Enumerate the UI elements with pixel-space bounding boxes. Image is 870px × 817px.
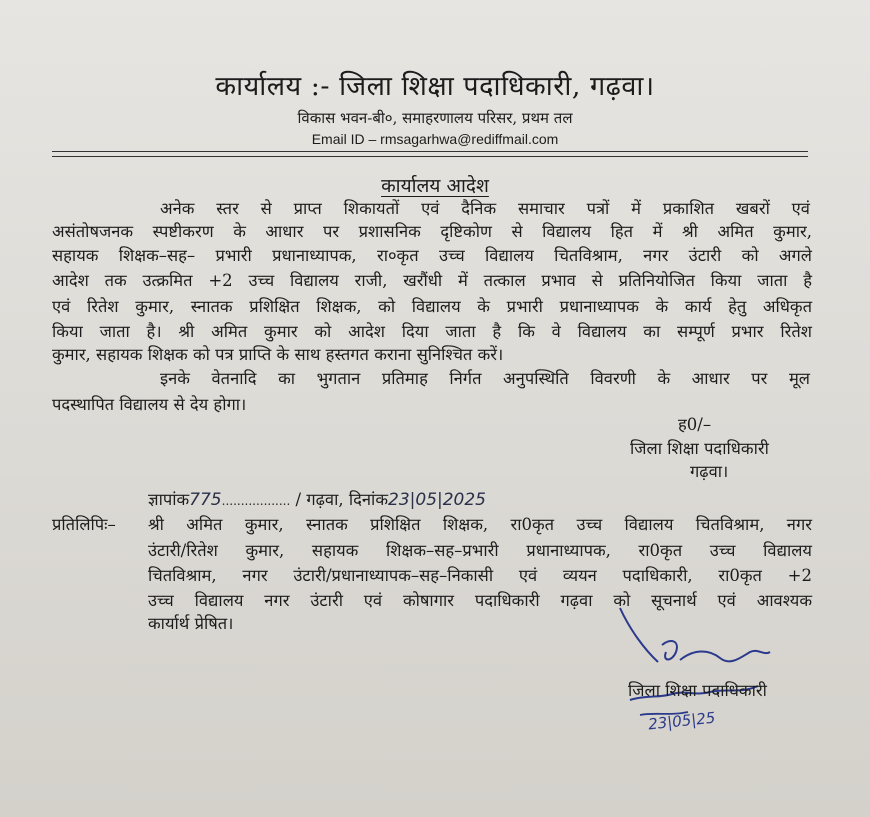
order-para1-line: एवं रितेश कुमार, स्नातक प्रशिक्षित शिक्षक, को विद्यालय के प्रभारी प्रधानाध्यापक के कार्य हेतु अधिकृत bbox=[52, 297, 812, 316]
order-para2-line: इनके वेतनादि का भुगतान प्रतिमाह निर्गत अनुपस्थिति विवरणी के आधार पर मूल bbox=[160, 369, 810, 388]
signature2-designation: जिला शिक्षा पदाधिकारी bbox=[628, 681, 767, 700]
memo-dots: .................. bbox=[221, 494, 291, 508]
memo-place: / गढ़वा, दिनांक bbox=[295, 490, 389, 509]
signature2-date: 23|05|25 bbox=[647, 708, 717, 734]
memo-date: 23|05|2025 bbox=[388, 490, 486, 510]
order-para1-line: सहायक शिक्षक–सह– प्रभारी प्रधानाध्यापक, रा०कृत उच्च विद्यालय चितविश्राम, नगर उंटारी को अगले bbox=[52, 246, 812, 265]
copy-label: प्रतिलिपिः– bbox=[52, 515, 116, 534]
signature-designation: जिला शिक्षा पदाधिकारी bbox=[630, 439, 769, 458]
copy-line: उच्च विद्यालय नगर उंटारी एवं कोषागार पदाधिकारी गढ़वा को सूचनार्थ एवं आवश्यक bbox=[148, 591, 812, 610]
office-title: कार्यालय :- जिला शिक्षा पदाधिकारी, गढ़वा। bbox=[215, 71, 655, 102]
order-para1-line: असंतोषजनक स्पष्टीकरण के आधार पर प्रशासनिक दृष्टिकोण से विद्यालय हित में श्री अमित कुमार, bbox=[52, 222, 812, 241]
signature-place: गढ़वा। bbox=[690, 462, 729, 481]
order-para1-line: आदेश तक उत्क्रमित +2 उच्च विद्यालय राजी, खरौंधी में तत्काल प्रभाव से प्रतिनियोजित किया जाता है bbox=[52, 271, 812, 290]
copy-line: श्री अमित कुमार, स्नातक प्रशिक्षित शिक्षक, रा0कृत उच्च विद्यालय चितविश्राम, नगर bbox=[148, 515, 812, 534]
order-para2-line: पदस्थापित विद्यालय से देय होगा। bbox=[52, 395, 247, 414]
copy-line: कार्यार्थ प्रेषित। bbox=[148, 614, 234, 633]
order-para1-line: किया जाता है। श्री अमित कुमार को आदेश दिया जाता है कि वे विद्यालय का सम्पूर्ण प्रभार रितेश bbox=[52, 322, 812, 341]
order-heading: कार्यालय आदेश bbox=[381, 175, 489, 197]
order-para1-line: कुमार, सहायक शिक्षक को पत्र प्राप्ति के साथ हस्तगत कराना सुनिश्चित करें। bbox=[52, 345, 504, 364]
copy-line: चितविश्राम, नगर उंटारी/प्रधानाध्यापक–सह–निकासी एवं व्ययन पदाधिकारी, रा0कृत +2 bbox=[148, 566, 812, 585]
memo-number-row bbox=[148, 487, 486, 510]
order-para1-line: अनेक स्तर से प्राप्त शिकायतों एवं दैनिक समाचार पत्रों में प्रकाशित खबरों एवं bbox=[160, 199, 810, 218]
office-email: Email ID – rmsagarhwa@rediffmail.com bbox=[311, 131, 559, 147]
signature-sd: ह0/– bbox=[678, 415, 712, 434]
header-divider-bottom bbox=[52, 156, 808, 157]
header-divider-top bbox=[52, 151, 808, 152]
copy-line: उंटारी/रितेश कुमार, सहायक शिक्षक–सह–प्रभारी प्रधानाध्यापक, रा0कृत उच्च विद्यालय bbox=[148, 541, 812, 560]
office-address: विकास भवन-बी०, समाहरणालय परिसर, प्रथम तल bbox=[297, 109, 573, 127]
memo-number: 775 bbox=[189, 490, 222, 510]
memo-label: ज्ञापांक bbox=[148, 490, 190, 509]
